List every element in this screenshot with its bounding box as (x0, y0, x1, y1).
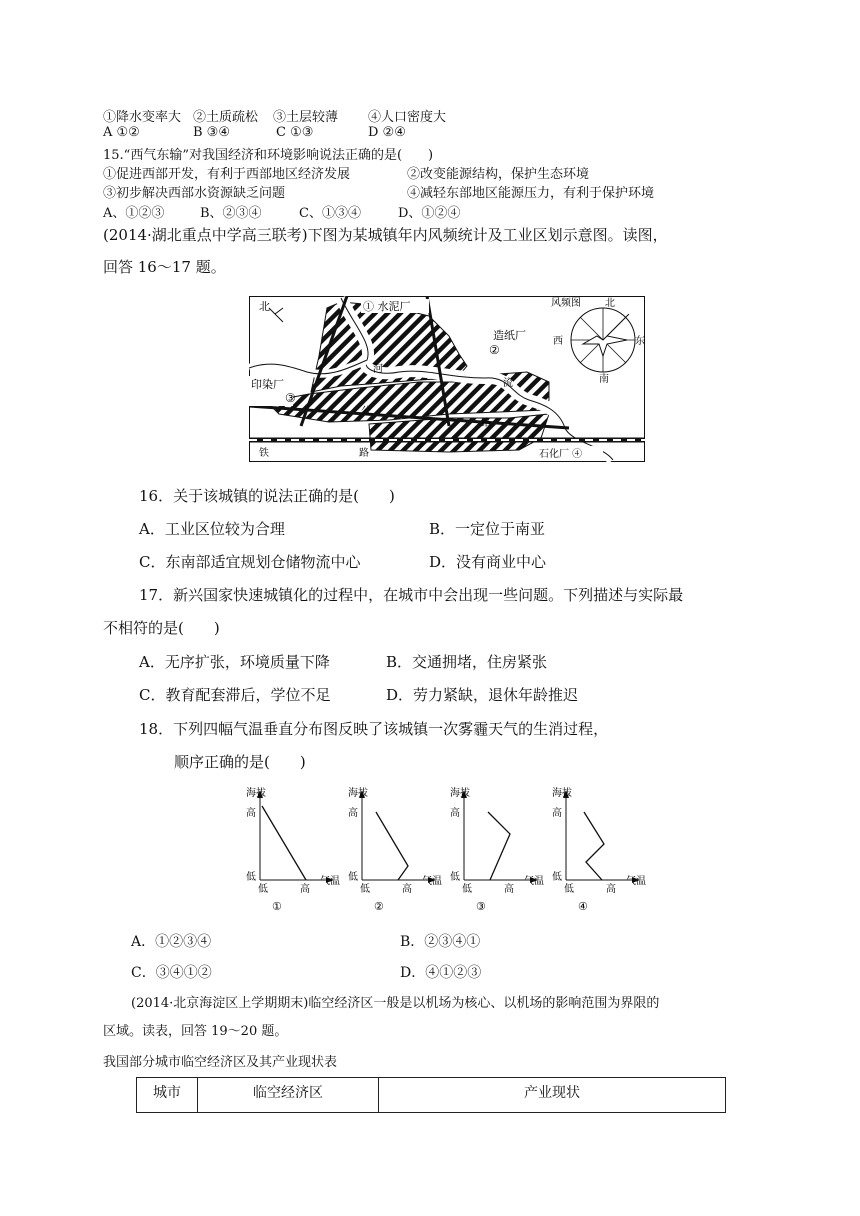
temp-profile-graph-2 (342, 786, 442, 912)
q18-line1: 18．下列四幅气温垂直分布图反映了该城镇一次雾霾天气的生消过程， (139, 720, 609, 738)
q15-item-4: ④减轻东部地区能源压力，有利于保护环境 (407, 186, 655, 201)
graph2-x-high: 高 (402, 884, 412, 895)
intro-16-line2: 回答 16～17 题。 (103, 258, 226, 276)
q18-option-d: D．④①②③ (400, 965, 482, 981)
q15-item-2: ②改变能源结构，保护生态环境 (407, 167, 590, 182)
graph1-x-low: 低 (258, 884, 268, 895)
graph3-y-high: 高 (450, 808, 460, 819)
q14-factor-2: ②土质疏松 (193, 110, 259, 125)
wind-rose-east: 东 (635, 336, 645, 347)
q15-item-3: ③初步解决西部水资源缺乏问题 (103, 186, 286, 201)
wind-rose-west: 西 (553, 336, 563, 347)
q17-line1: 17．新兴国家快速城镇化的过程中，在城市中会出现一些问题。下列描述与实际最 (139, 586, 684, 604)
q18-option-c: C．③④①② (131, 965, 212, 981)
wind-rose-south: 南 (599, 374, 609, 385)
graph2-label: ② (374, 900, 384, 912)
q15-option-b: B、②③④ (200, 206, 262, 221)
map-cement-label: ① 水泥厂 (363, 300, 411, 313)
q17-option-c: C．教育配套滞后，学位不足 (139, 686, 331, 704)
map-dye-label: 印染厂 (251, 378, 284, 391)
map-paper-label: 造纸厂 (493, 329, 526, 342)
graph4-x-title: 气温 (626, 876, 646, 887)
table-header-row (137, 1078, 726, 1113)
q14-option-b: B ③④ (193, 125, 230, 140)
q18-option-b: B．②③④① (400, 934, 481, 950)
graph2-y-title: 海拔 (348, 788, 368, 799)
wind-rose-north: 北 (605, 298, 615, 309)
temp-profile-graph-3 (444, 786, 544, 912)
q14-factor-3: ③土层较薄 (273, 110, 339, 125)
map-road-label-1: 公 (361, 406, 371, 417)
graph4-label: ④ (578, 900, 588, 912)
table-header-zone: 临空经济区 (198, 1078, 379, 1113)
q16-option-c: C．东南部适宜规划仓储物流中心 (139, 553, 361, 571)
graph3-x-title: 气温 (524, 876, 544, 887)
city-map-figure (249, 296, 645, 462)
map-river-label-1: 河 (373, 364, 383, 375)
map-north-label: 北 (259, 300, 270, 313)
graph3-label: ③ (476, 900, 486, 912)
graph4-x-low: 低 (564, 884, 574, 895)
graph2-y-high: 高 (348, 808, 358, 819)
graph4-y-title: 海拔 (552, 788, 572, 799)
intro-19-line2: 区域。读表，回答 19～20 题。 (103, 1024, 288, 1039)
q15-option-d: D、①②④ (398, 206, 461, 221)
graph3-y-title: 海拔 (450, 788, 470, 799)
map-rail-label-2: 路 (359, 448, 369, 459)
q18-option-a: A．①②③④ (131, 934, 212, 950)
map-river-label-2: 流 (503, 378, 513, 389)
temp-profile-graph-1 (240, 786, 340, 912)
map-rail-label-1: 铁 (259, 448, 269, 459)
intro-16-line1: (2014·湖北重点中学高三联考)下图为某城镇年内风频统计及工业区划示意图。读图， (103, 226, 668, 244)
graph1-y-title: 海拔 (246, 788, 266, 799)
map-road-label-2: 路 (481, 418, 491, 429)
graph1-label: ① (272, 900, 282, 912)
q16-option-d: D．没有商业中心 (429, 553, 547, 571)
q17-option-b: B．交通拥堵，住房紧张 (386, 653, 548, 671)
graph2-y-low: 低 (348, 872, 358, 883)
wind-rose-title: 风频图 (551, 298, 581, 309)
q16-stem: 16．关于该城镇的说法正确的是( ) (139, 487, 395, 505)
graph3-x-low: 低 (462, 884, 472, 895)
map-petro-label: 石化厂 ④ (539, 449, 583, 460)
graph1-x-title: 气温 (320, 876, 340, 887)
graph2-x-title: 气温 (422, 876, 442, 887)
q14-factor-4: ④人口密度大 (368, 110, 447, 125)
graph4-y-high: 高 (552, 808, 562, 819)
table-header-industry: 产业现状 (379, 1078, 726, 1113)
graph4-y-low: 低 (552, 872, 562, 883)
q15-option-c: C、①③④ (299, 206, 361, 221)
q17-option-a: A．无序扩张，环境质量下降 (139, 653, 330, 671)
graph1-x-high: 高 (300, 884, 310, 895)
intro-19-line1: (2014·北京海淀区上学期期末)临空经济区一般是以机场为核心、以机场的影响范围为界限的 (131, 996, 660, 1011)
q15-stem: 15.“西气东输”对我国经济和环境影响说法正确的是( ) (103, 148, 434, 163)
q14-option-d: D ②④ (368, 125, 406, 140)
q17-line2: 不相符的是( ) (103, 619, 220, 637)
graph3-y-low: 低 (450, 872, 460, 883)
graph1-y-high: 高 (246, 808, 256, 819)
map-paper-num: ② (489, 343, 500, 357)
graph2-x-low: 低 (360, 884, 370, 895)
table-header-city: 城市 (137, 1078, 198, 1113)
map-dye-num: ③ (285, 391, 296, 405)
q15-option-a: A、①②③ (103, 206, 165, 221)
table-title: 我国部分城市临空经济区及其产业现状表 (103, 1055, 338, 1070)
q14-option-a: A ①② (103, 125, 140, 140)
q18-line2: 顺序正确的是( ) (174, 753, 306, 771)
q15-item-1: ①促进西部开发，有利于西部地区经济发展 (103, 167, 351, 182)
graph1-y-low: 低 (246, 872, 256, 883)
temp-profile-graph-4 (546, 786, 646, 912)
q16-option-a: A．工业区位较为合理 (139, 520, 285, 538)
airport-economy-table (136, 1077, 726, 1113)
q14-option-c: C ①③ (276, 125, 314, 140)
q14-factor-1: ①降水变率大 (103, 110, 182, 125)
graph4-x-high: 高 (606, 884, 616, 895)
q16-option-b: B．一定位于南亚 (429, 520, 546, 538)
q17-option-d: D．劳力紧缺，退休年龄推迟 (386, 686, 579, 704)
graph3-x-high: 高 (504, 884, 514, 895)
